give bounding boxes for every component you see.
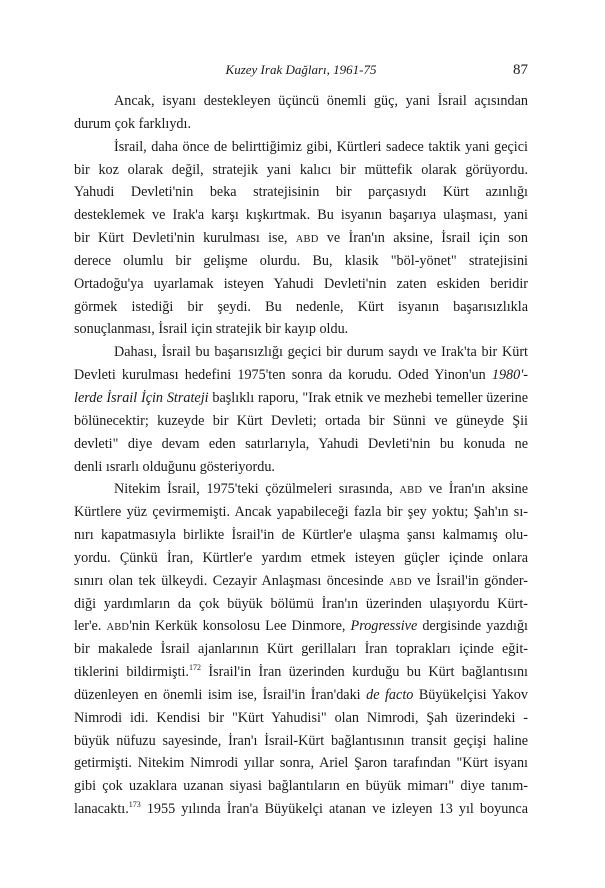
paragraph bbox=[74, 341, 528, 478]
text-line: getirmişti. Nitekim Nimrodi yıllar sonra, Ariel Şaron tarafından "Kürt isyanı bbox=[74, 755, 528, 772]
text-line: bir koz olarak değil, stratejik yani kalıcı bir müttefik olarak görüyordu. bbox=[74, 161, 528, 178]
text-line: düzenleyen en önemli isim ise, İsrail'in İran'daki de facto Büyükelçisi Yakov bbox=[74, 686, 528, 703]
text-line: nırı kapatmasıyla birlikte İsrail'in de Kürtler'e ulaşma şansı kalmamış olu- bbox=[74, 527, 528, 544]
paragraph bbox=[74, 478, 528, 821]
text-line: ler'e. ABD'nin Kerkük konsolosu Lee Dinmore, Progressive dergisinde yazdığı bbox=[74, 618, 528, 635]
footnote-ref: 173 bbox=[128, 800, 141, 810]
text-line: bir makalede İsrail ajanlarının Kürt gerillaları İran toprakları içinde eğit- bbox=[74, 641, 528, 658]
page-header bbox=[74, 62, 528, 82]
italic-text: 1980'- bbox=[491, 367, 528, 384]
text-line: Kürtlere yüz çevirmemişti. Ancak yapabileceği fazla bir şey yoktu; Şah'ın sı- bbox=[74, 504, 528, 521]
text-line: bölünecektir; kuzeyde bir Kürt Devleti; ortada bir Sünni ve güneyde Şii bbox=[74, 412, 528, 429]
text-line: büyük nüfuzu sayesinde, İran'ı İsrail-Kürt bağlantısının transit geçişi haline bbox=[74, 732, 528, 749]
abbreviation: ABD bbox=[295, 234, 319, 246]
text-line: derece olumlu bir gelişme olurdu. Bu, klasik "böl-yönet" stratejisini bbox=[74, 252, 528, 269]
paragraph bbox=[74, 90, 528, 136]
text-line: gibi çok uzaklara uzanan siyasi bağlantıların en büyük mimarı" diye tanım- bbox=[74, 778, 528, 795]
text-line: yordu. Çünkü İran, Kürtler'e yardım etmek isteyen güçler içinde onlara bbox=[74, 549, 528, 566]
text-line: Nimrodi idi. Kendisi bir "Kürt Yahudisi" olan Nimrodi, Şah üzerindeki - bbox=[74, 709, 528, 726]
italic-text: Progressive bbox=[350, 618, 418, 635]
text-line: sınırı olan tek ülkeydi. Cezayir Anlaşması öncesinde ABD ve İsrail'in gönder- bbox=[74, 572, 528, 589]
text-line: lanacaktı.$^{173}$ 1955 yılında İran'a Büyükelçi atanan ve izleyen 13 yıl boyunca bbox=[74, 800, 528, 818]
abbreviation: ABD bbox=[388, 576, 412, 588]
text-line: Ortadoğu'ya uyarlamak isteyen Yahudi Devleti'nin zaten eskiden beridir bbox=[74, 275, 528, 292]
abbreviation: ABD bbox=[399, 485, 423, 497]
paragraph bbox=[74, 136, 528, 342]
text-line: İsrail, daha önce de belirttiğimiz gibi, Kürtleri sadece taktik yani geçici bbox=[114, 138, 528, 155]
abbreviation: ABD bbox=[106, 622, 130, 634]
footnote-ref: 172 bbox=[188, 663, 201, 673]
text-line: Dahası, İsrail bu başarısızlığı geçici bir durum saydı ve Irak'ta bir Kürt bbox=[114, 344, 528, 361]
text-line: Ancak, isyanı destekleyen üçüncü önemli güç, yani İsrail açısından bbox=[114, 93, 528, 109]
running-title: Kuzey Irak Dağları, 1961-75 bbox=[225, 62, 377, 77]
text-line: Yahudi Devleti'nin beka stratejisinin bir parçasıydı Kürt azınlığı bbox=[74, 184, 528, 201]
text-line: Nitekim İsrail, 1975'teki çözülmeleri sırasında, ABD ve İran'ın aksine bbox=[114, 481, 528, 498]
text-line: durum çok farklıydı. bbox=[74, 115, 192, 132]
text-line: diği yardımların da çok büyük bölümü İran'ın üzerinden ulaşıyordu Kürt- bbox=[74, 595, 528, 612]
text-line: lerde İsrail İçin Strateji başlıklı raporu, "Irak etnik ve mezhebi temeller üzerine bbox=[74, 389, 528, 406]
text-line: Devleti kurulması hedefini 1975'ten sonra da korudu. Oded Yinon'un 1980'- bbox=[74, 367, 528, 384]
italic-text: lerde İsrail İçin Strateji bbox=[74, 389, 209, 406]
text-line: bir Kürt Devleti'nin kurulması ise, ABD ve İran'ın aksine, İsrail için son bbox=[74, 230, 528, 247]
text-line: sonuçlanması, İsrail için stratejik bir kayıp oldu. bbox=[74, 321, 349, 338]
body-text bbox=[74, 90, 528, 821]
text-line: görmek istediği bir şeydi. Bu nedenle, Kürt isyanın başarısızlıkla bbox=[74, 298, 528, 315]
page-number: 87 bbox=[513, 62, 528, 78]
italic-text: de facto bbox=[366, 686, 414, 703]
text-line: denli ısrarlı olduğunu gösteriyordu. bbox=[74, 458, 275, 475]
text-line: tiklerini bildirmişti.$^{172}$ İsrail'in İran üzerinden kurduğu bu Kürt bağlantısını bbox=[74, 663, 528, 681]
text-line: devleti" diye devam eden satırlarıyla, Yahudi Devleti'nin bu konuda ne bbox=[74, 435, 528, 452]
text-line: desteklemek ve Irak'a karşı kışkırtmak. Bu isyanın başarıya ulaşması, yani bbox=[74, 207, 528, 224]
